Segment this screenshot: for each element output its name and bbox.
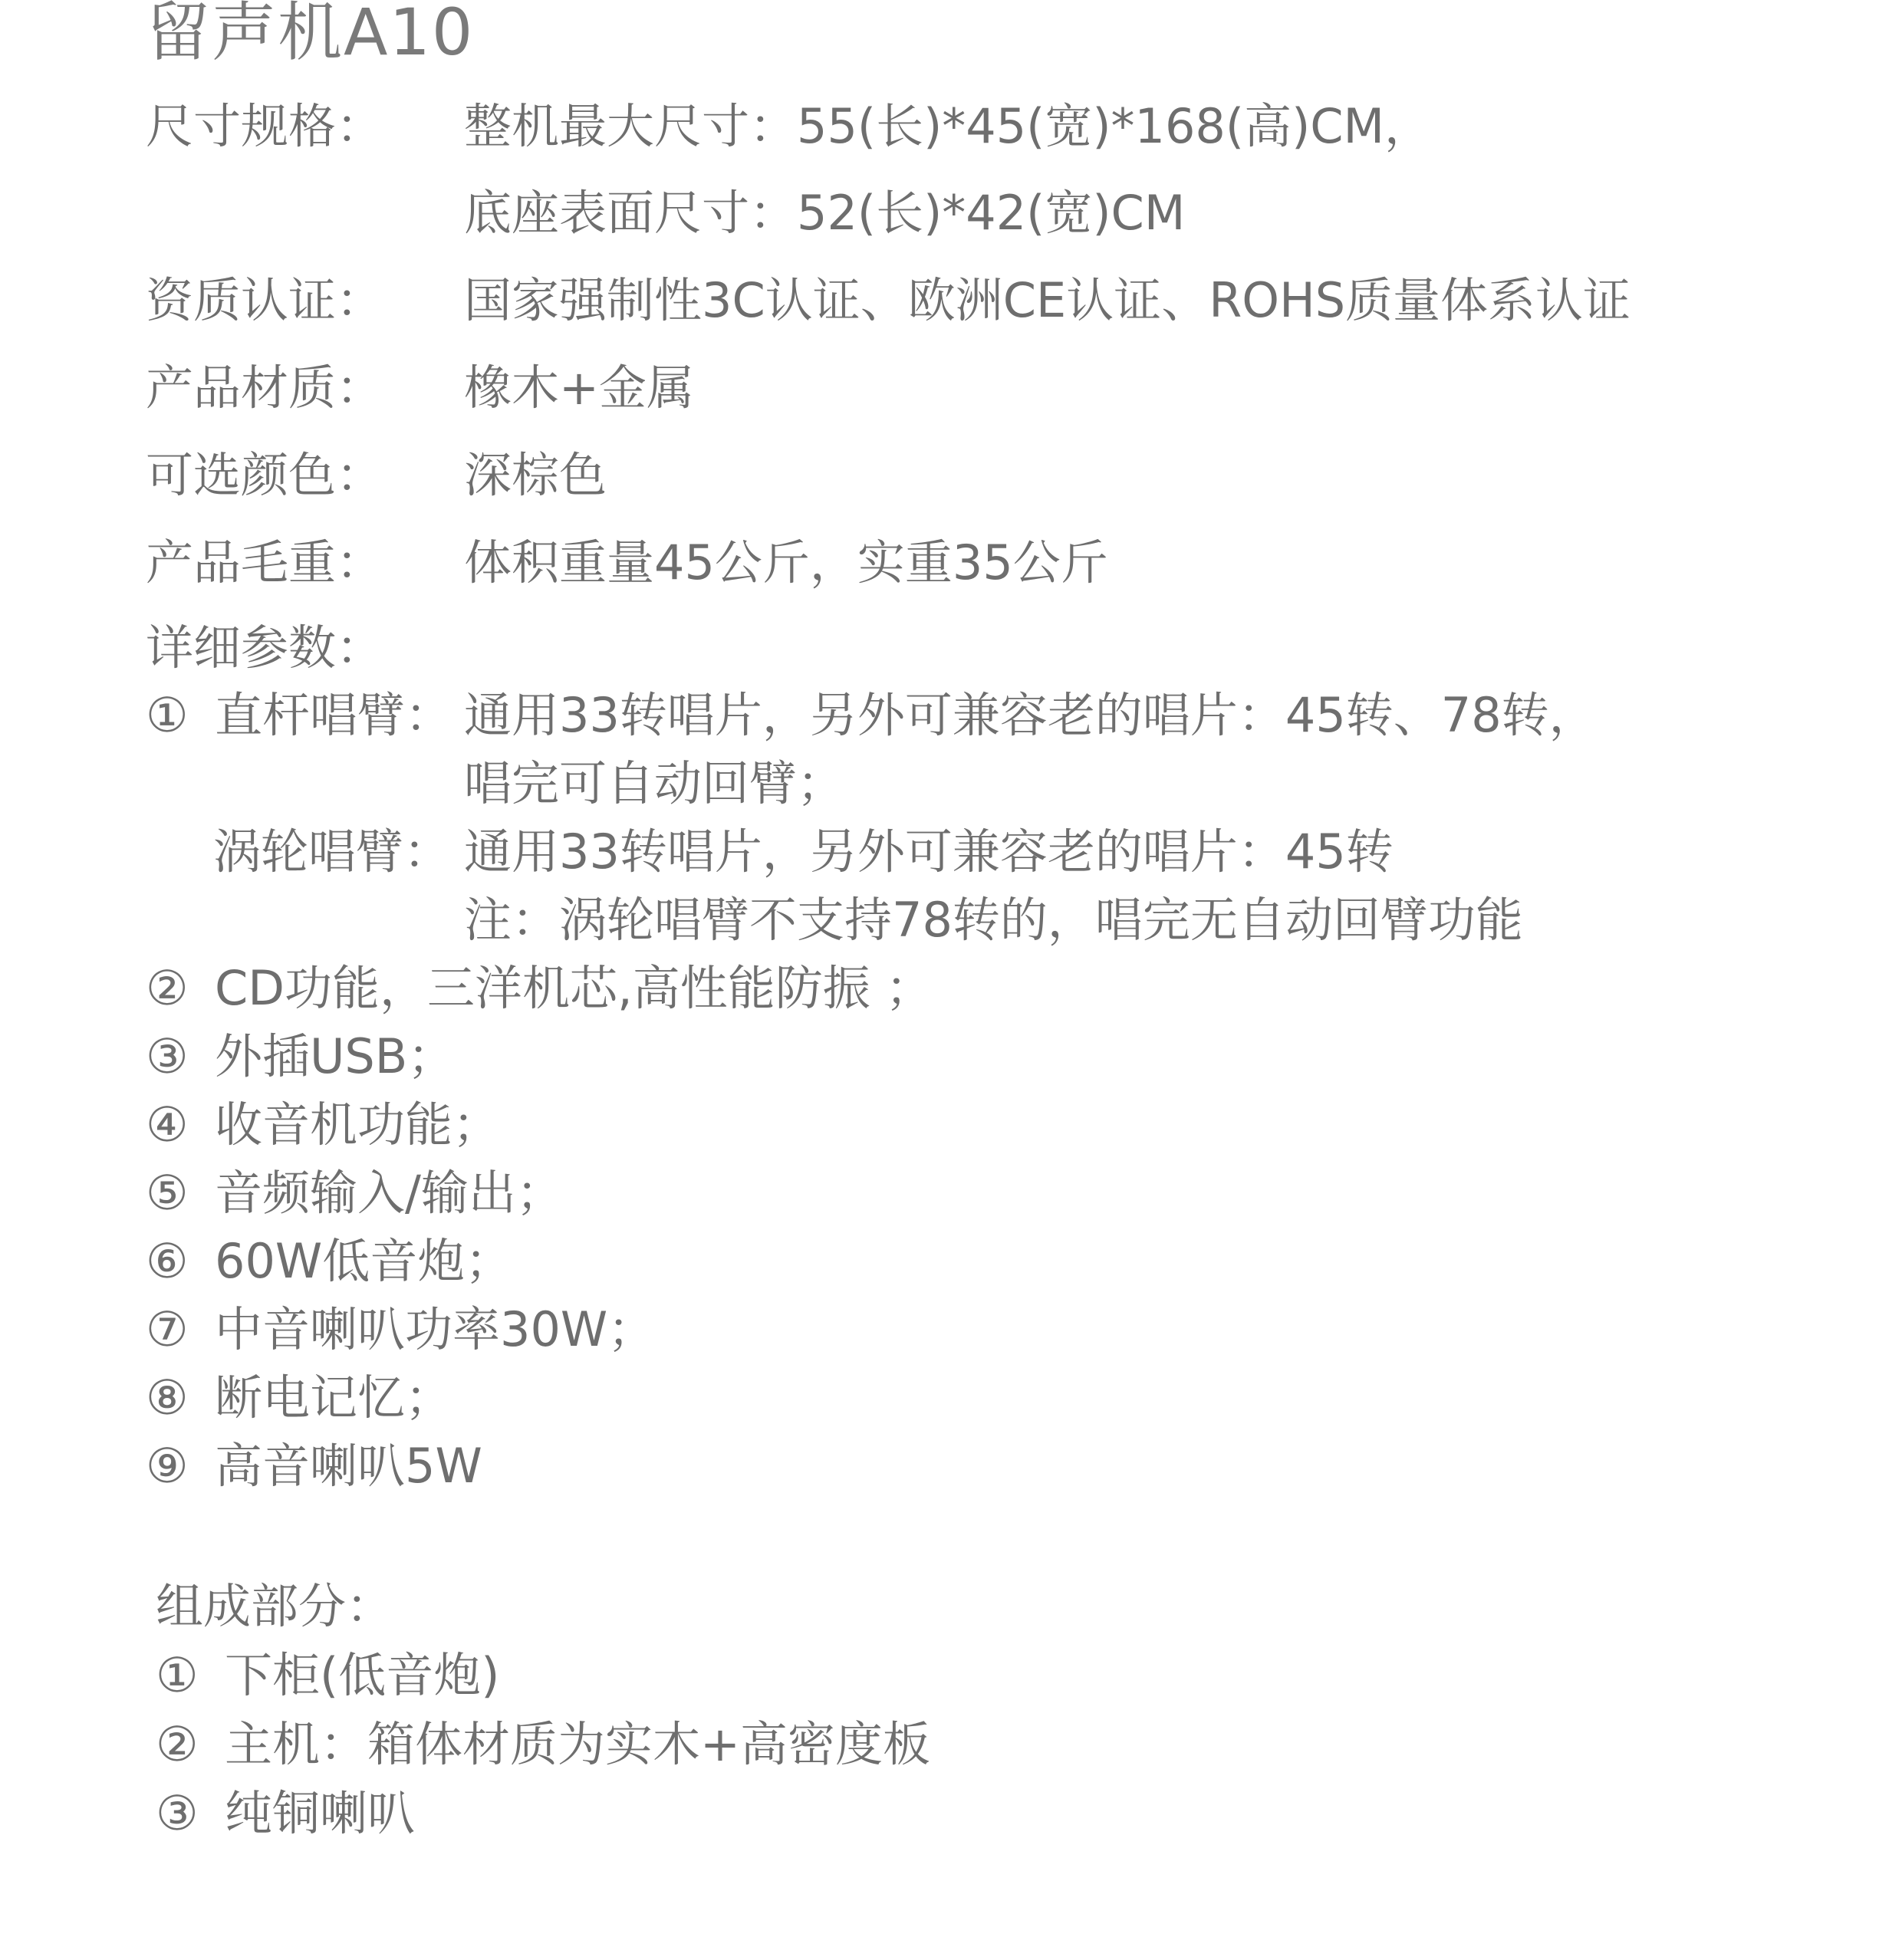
detail-item-arm	[146, 685, 452, 746]
detail-item: ⑧ 断电记忆；	[146, 1370, 453, 1426]
detail-item: ⑤ 音频输入/输出；	[146, 1165, 564, 1221]
straight-arm-label: 直杆唱臂：	[215, 687, 453, 743]
spec-value-size-base: 底座表面尺寸：52(长)*42(宽)CM	[464, 185, 1186, 241]
spec-label-size: 尺寸规格：	[146, 98, 384, 154]
spec-label-weight: 产品毛重：	[146, 534, 384, 590]
turbo-arm-label: 涡轮唱臂：	[213, 824, 452, 880]
detail-item: ③ 外插USB；	[146, 1028, 456, 1084]
spec-label-material: 产品材质：	[146, 360, 384, 416]
spec-value-material: 橡木+金属	[464, 360, 694, 416]
turbo-arm-note: 注：涡轮唱臂不支持78转的，唱完无自动回臂功能	[464, 892, 1523, 948]
detail-item: ④ 收音机功能；	[146, 1097, 501, 1153]
turbo-arm-line-1: 通用33转唱片，另外可兼容老的唱片：45转	[464, 824, 1394, 880]
product-spec-page: 留声机A10 尺寸规格： 整机最大尺寸：55(长)*45(宽)*168(高)CM， 底座表面尺寸：52(长)*42(宽)CM 资质认证： 国家强制性3C认证、欧洲CE认证、ROHS质量体系认证 产品材质： 橡木+金属 可选颜色： 深棕色 产品毛重： 体积重量45公斤，实重35公斤 详细参数： ① 直杆唱臂： 通用33转唱片，另外可兼容老的唱片：45转、78转， 唱完可自动回臂； 涡轮唱臂： 通用33转唱片，另外可兼容老的唱片：45转 注：涡轮唱臂不支持78转的，唱完无自动回臂功能 ② CD功能，三洋机芯,高性能防振 ； ③ 外插USB； ④ 收音机功能； ⑤ 音频输入/输出； ⑥ 60W低音炮； ⑦ 中音喇叭功率30W； ⑧ 断电记忆； ⑨ 高音喇叭5W 组成部分： ① 下柜(低音炮) ② 主机：箱体材质为实木+高密度板 ③ 纯铜喇叭	[0, 0, 1902, 1960]
spec-label-certification: 资质认证：	[146, 272, 384, 328]
component-item: ① 下柜(低音炮)	[156, 1647, 500, 1703]
detail-item-number: ①	[146, 687, 189, 743]
spec-value-certification: 国家强制性3C认证、欧洲CE认证、ROHS质量体系认证	[464, 272, 1631, 328]
component-item: ③ 纯铜喇叭	[156, 1785, 416, 1841]
component-item: ② 主机：箱体材质为实木+高密度板	[156, 1716, 930, 1772]
straight-arm-line-2: 唱完可自动回臂；	[464, 755, 845, 811]
spec-value-weight: 体积重量45公斤，实重35公斤	[464, 534, 1108, 590]
detail-item: ⑦ 中音喇叭功率30W；	[146, 1301, 656, 1357]
product-title: 留声机A10	[146, 0, 475, 70]
detail-item: ⑨ 高音喇叭5W	[146, 1438, 482, 1494]
spec-value-color: 深棕色	[464, 447, 607, 503]
detail-item: ② CD功能，三洋机芯,高性能防振 ；	[146, 960, 933, 1016]
detail-item: ⑥ 60W低音炮；	[146, 1233, 513, 1289]
spec-value-size-overall: 整机最大尺寸：55(长)*45(宽)*168(高)CM，	[464, 98, 1433, 154]
components-heading: 组成部分：	[156, 1578, 394, 1634]
straight-arm-line-1: 通用33转唱片，另外可兼容老的唱片：45转、78转，	[464, 687, 1597, 743]
spec-label-color: 可选颜色：	[146, 447, 384, 503]
